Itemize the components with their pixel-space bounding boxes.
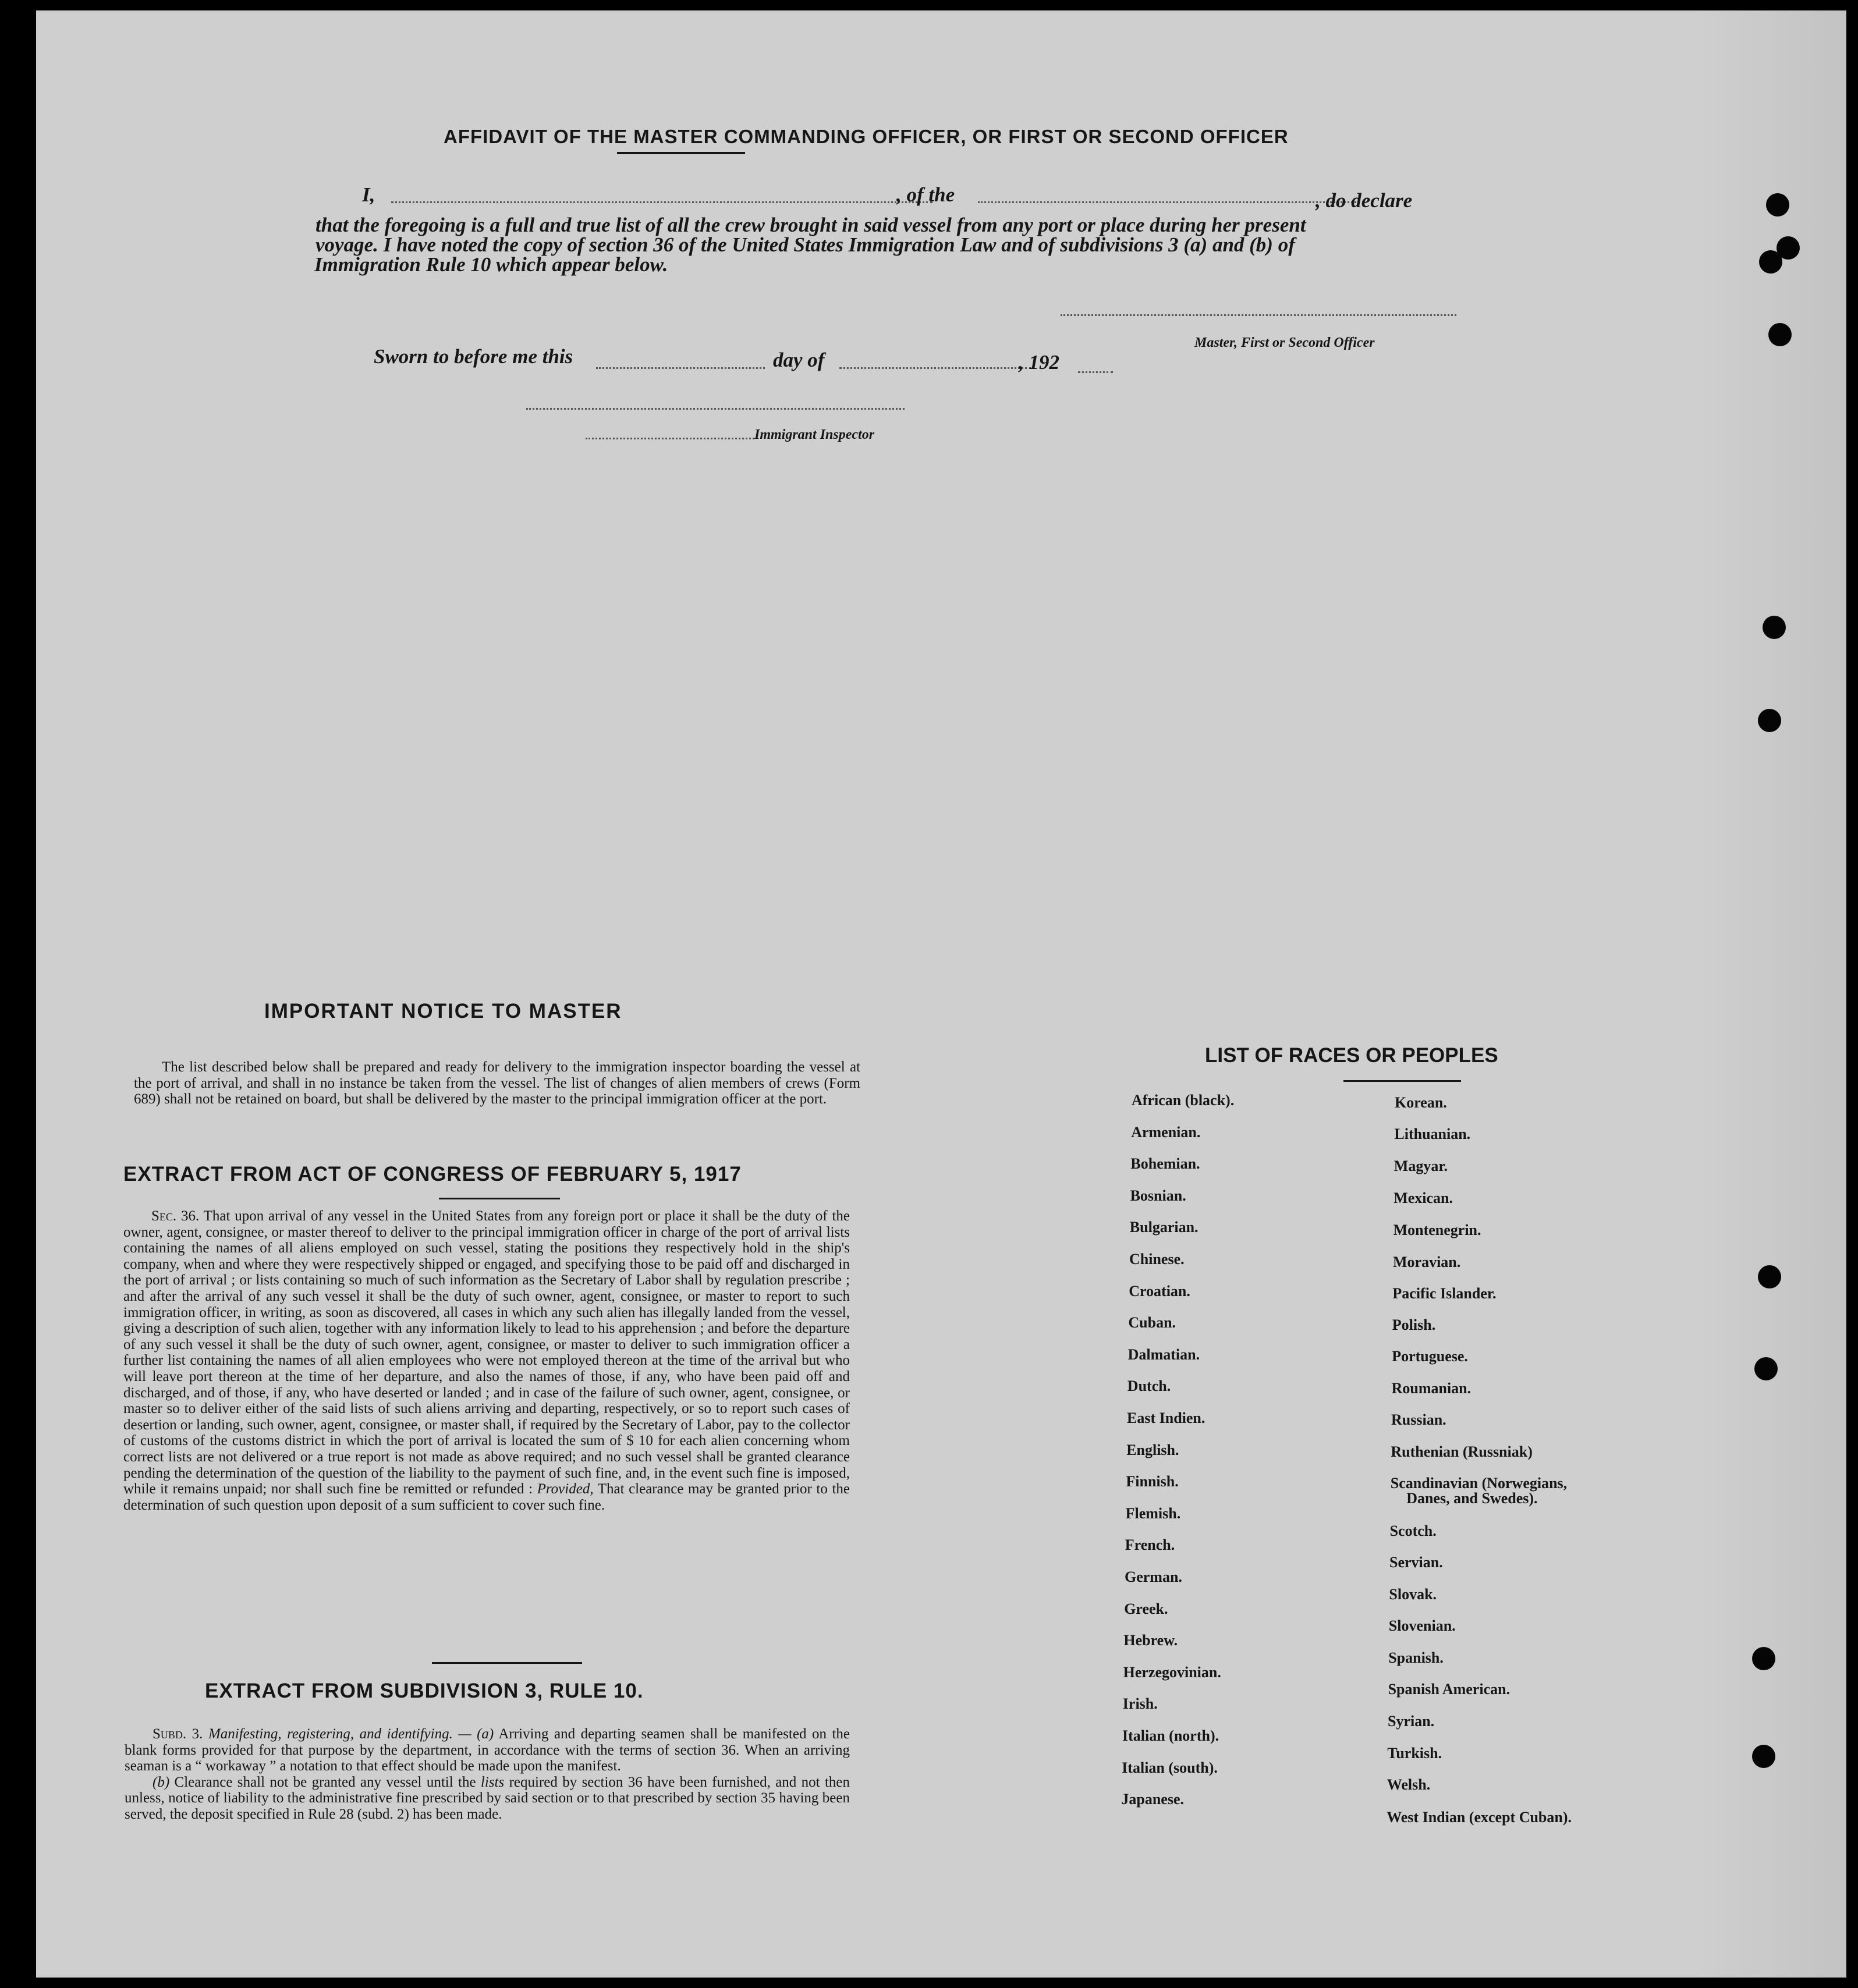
race-item: Syrian.	[1388, 1713, 1435, 1730]
binder-hole	[1758, 1265, 1781, 1288]
binder-hole	[1752, 1647, 1775, 1670]
race-item: Danes, and Swedes).	[1406, 1490, 1538, 1507]
race-item: East Indien.	[1127, 1410, 1205, 1426]
race-item: Welsh.	[1387, 1776, 1431, 1793]
year-blank	[1078, 371, 1113, 373]
race-item: Portuguese.	[1392, 1348, 1468, 1365]
affidavit-title: AFFIDAVIT OF THE MASTER COMMANDING OFFICER, OR FIRST OR SECOND OFFICER	[444, 126, 1289, 147]
inspector-dots	[586, 438, 754, 439]
race-item: English.	[1126, 1441, 1179, 1458]
race-item: African (black).	[1132, 1092, 1235, 1109]
notice-title: IMPORTANT NOTICE TO MASTER	[264, 1000, 622, 1023]
race-item: Greek.	[1124, 1600, 1168, 1617]
notice-text: The list described below shall be prepared and ready for delivery to the immigration inspector boarding the vessel at the port of arrival, and shall in no instance be taken from the vessel. The list of changes of alien members of crews (Form 689) shall not be retained on board, but shall be delivered by the master to the principal immigration officer at the port.	[134, 1059, 860, 1107]
race-item: Pacific Islander.	[1392, 1285, 1497, 1302]
binder-hole	[1763, 616, 1786, 639]
vessel-blank	[978, 201, 1356, 203]
race-item: Scandinavian (Norwegians,	[1390, 1475, 1568, 1492]
act-divider	[439, 1198, 560, 1199]
race-item: Spanish.	[1388, 1649, 1444, 1666]
subd-b-text-1: Clearance shall not be granted any vessel until the	[174, 1774, 476, 1790]
race-item: Dalmatian.	[1127, 1346, 1200, 1363]
subd-label: Subd. 3.	[153, 1726, 203, 1742]
subd-b-lists: lists	[480, 1774, 505, 1790]
master-label: Master, First or Second Officer	[1194, 335, 1375, 350]
subd-a-text: Arriving and departing seamen shall be manifested on the blank forms provided for that purpose by the department, in accordance with the terms of section 36. When an arriving seaman is a “ workaway ” a notation to that effect should be made upon the manifest.	[125, 1726, 850, 1774]
affidavit-declare: , do declare	[1316, 189, 1413, 212]
act-title: EXTRACT FROM ACT OF CONGRESS OF FEBRUARY 5, 1917	[123, 1163, 742, 1185]
affidavit-line-4: Immigration Rule 10 which appear below.	[314, 253, 668, 276]
day-of-text: day of	[773, 349, 825, 371]
rule-paragraph	[125, 1726, 850, 1823]
race-item: Italian (north).	[1122, 1727, 1219, 1744]
rule-divider	[432, 1662, 582, 1664]
race-item: Bohemian.	[1130, 1155, 1200, 1173]
binder-hole	[1758, 709, 1781, 732]
races-divider	[1343, 1080, 1461, 1082]
binder-hole	[1754, 1357, 1778, 1380]
race-item: Slovak.	[1389, 1586, 1437, 1603]
subd-b-text-2: required by section 36 have been furnished, and not then unless, notice of liability to the administrative fine prescribed by said section or to that prescribed by section 35 having been served, the deposit specified in Rule 28 (subd. 2) has been made.	[125, 1774, 850, 1822]
rule-title: EXTRACT FROM SUBDIVISION 3, RULE 10.	[205, 1680, 644, 1702]
race-item: Irish.	[1122, 1695, 1158, 1713]
race-item: Scotch.	[1389, 1522, 1437, 1539]
races-title: LIST OF RACES OR PEOPLES	[1205, 1044, 1498, 1067]
name-blank	[391, 201, 932, 203]
affidavit-i: I,	[362, 183, 375, 206]
race-item: German.	[1125, 1568, 1182, 1585]
race-item: Croatian.	[1129, 1282, 1190, 1300]
act-paragraph	[123, 1208, 850, 1513]
race-item: Italian (south).	[1122, 1759, 1218, 1776]
day-blank	[596, 367, 765, 369]
title-underline	[617, 152, 745, 154]
affidavit-line-3: voyage. I have noted the copy of section 36 of the United States Immigration Law and of subdivisions 3 (a) and (b) of	[315, 233, 1295, 256]
provided-word: Provided,	[537, 1481, 594, 1497]
sec-label: Sec. 36.	[151, 1208, 200, 1224]
race-item: Magyar.	[1394, 1158, 1448, 1174]
subd-heading: Manifesting, registering, and identifying.	[208, 1726, 453, 1742]
race-item: Montenegrin.	[1393, 1222, 1481, 1238]
race-item: Bulgarian.	[1129, 1219, 1199, 1236]
race-item: Armenian.	[1131, 1123, 1201, 1141]
affidavit-of-the: , of the	[896, 183, 955, 206]
race-item: Roumanian.	[1391, 1380, 1471, 1397]
race-item: Finnish.	[1126, 1473, 1179, 1490]
month-blank	[839, 367, 1031, 369]
race-item: Slovenian.	[1388, 1617, 1456, 1634]
document-page	[36, 10, 1846, 1978]
race-item: Herzegovinian.	[1123, 1663, 1221, 1681]
subd-b-label: (b)	[153, 1774, 170, 1790]
race-item: Mexican.	[1394, 1190, 1453, 1206]
race-item: Cuban.	[1128, 1314, 1176, 1332]
race-item: Lithuanian.	[1394, 1126, 1471, 1142]
race-item: Korean.	[1395, 1094, 1447, 1111]
binder-hole	[1759, 250, 1782, 274]
race-item: Spanish American.	[1388, 1681, 1510, 1698]
race-item: Russian.	[1391, 1411, 1446, 1428]
race-item: Turkish.	[1387, 1745, 1442, 1762]
binder-hole	[1752, 1745, 1775, 1768]
sworn-text: Sworn to before me this	[374, 345, 573, 368]
act-text: That upon arrival of any vessel in the United States from any foreign port or place it shall be the duty of the owner, agent, consignee, or master thereof to deliver to the principal immigration officer in charge of the port of arrival lists containing the names of all aliens employed on such vessel, stating the positions they respectively hold in the ship's company, when and where they were respectively shipped or engaged, and specifying those to be paid off and discharged in the port of arrival ; or lists containing so much of such information as the Secretary of Labor shall by regulation prescribe ; and after the arrival of any such vessel it shall be the duty of such owner, agent, consignee, or master to report to such immigration officer, in writing, as soon as discovered, all cases in which any such alien has illegally landed from the vessel, giving a description of such alien, together with any information likely to lead to his apprehension ; and before the departure of any such vessel it shall be the duty of such owner, agent, consignee, or master to deliver to such immigration officer a further list containing the names of all alien employees who were not employed thereon at the time of the arrival but who will leave port thereon at the time of her departure, and also the names of those, if any, who have been paid off and discharged, and of those, if any, who have deserted or landed ; and in case of the failure of such owner, agent, consignee, or master so to deliver either of the said lists of such aliens arriving and departing, respectively, or so to report such cases of desertion or landing, such owner, agent, consignee, or master shall, if required by the Secretary of Labor, pay to the collector of customs of the customs district in which the port of arrival is located the sum of $ 10 for each alien concerning whom correct lists are not delivered or a true report is not made as above required; and no such vessel shall be granted clearance pending the determination of the question of the liability to the payment of such fine, and, in the event such fine is imposed, while it remains unpaid; nor shall such fine be remitted or refunded :	[123, 1208, 850, 1497]
signature-line	[1061, 314, 1456, 316]
race-item: Flemish.	[1125, 1504, 1181, 1522]
race-item: Bosnian.	[1130, 1187, 1186, 1204]
inspector-label: Immigrant Inspector	[754, 427, 875, 442]
race-item: Japanese.	[1121, 1791, 1185, 1808]
act-text-end: That clearance may be granted prior to the determination of such question upon deposit of a sum sufficient to cover such fine.	[123, 1481, 850, 1513]
race-item: Chinese.	[1129, 1251, 1185, 1268]
race-item: Hebrew.	[1123, 1632, 1178, 1649]
subd-a-label: — (a)	[458, 1726, 494, 1742]
race-item: Moravian.	[1393, 1254, 1461, 1270]
race-item: Polish.	[1392, 1316, 1436, 1333]
affidavit-line-2: that the foregoing is a full and true list of all the crew brought in said vessel from any port or place during her present	[315, 214, 1306, 236]
inspector-signature-line	[526, 408, 905, 410]
notice-paragraph	[134, 1059, 860, 1107]
race-item: West Indian (except Cuban).	[1387, 1809, 1572, 1826]
race-item: Ruthenian (Russniak)	[1391, 1443, 1533, 1460]
race-item: Servian.	[1389, 1554, 1443, 1571]
binder-hole	[1768, 323, 1792, 346]
year-text: , 192	[1019, 351, 1059, 374]
race-item: Dutch.	[1127, 1378, 1171, 1395]
race-item: French.	[1125, 1536, 1175, 1554]
binder-hole	[1766, 193, 1789, 216]
